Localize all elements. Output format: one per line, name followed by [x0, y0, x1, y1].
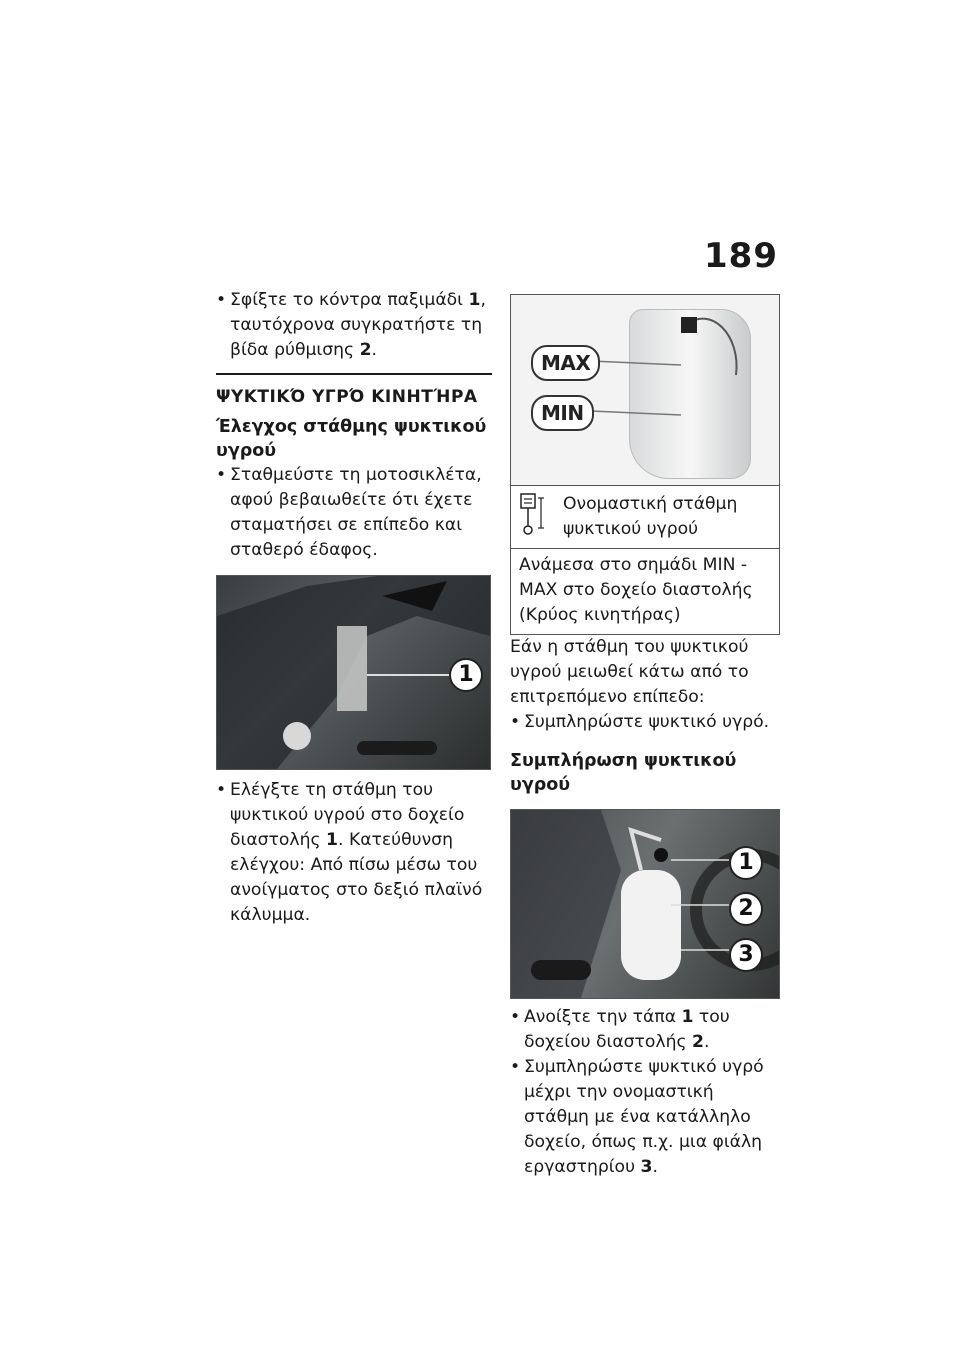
ref-1: 1 — [681, 1007, 694, 1027]
condition-paragraph: Εάν η στάθμη του ψυκτικού υγρού μειωθεί κάτω από το επιτρεπόμενο επίπεδο: — [510, 637, 749, 707]
text: . — [652, 1157, 658, 1177]
text: Ελέγξτε τη στάθμη του ψυκτικού υγρού στο δοχείο διαστολής — [230, 780, 465, 850]
callout-3: 3 — [729, 938, 763, 972]
text: Σφίξτε το κόντρα παξιμάδι — [230, 290, 469, 310]
max-marker-label: MAX — [531, 345, 600, 381]
callout-1: 1 — [729, 846, 763, 880]
section-title: ΨΥΚΤΙΚΌ ΥΓΡΌ ΚΙΝΗΤΉΡΑ — [216, 373, 492, 407]
instruction-check-level — [216, 778, 492, 928]
ref-1: 1 — [326, 830, 339, 850]
nominal-level-table — [510, 486, 780, 635]
tank-hose-illustration — [511, 295, 779, 485]
min-marker-label: MIN — [531, 395, 594, 431]
table-value: Ανάμεσα στο σημάδι MIN - MAX στο δοχείο διαστολής (Κρύος κινητήρας) — [519, 555, 753, 625]
text: Ανοίξτε την τάπα — [524, 1007, 682, 1027]
callout-1: 1 — [449, 658, 483, 692]
text: . — [704, 1032, 710, 1052]
ref-2: 2 — [692, 1032, 704, 1052]
figure-expansion-tank-min-max — [510, 294, 780, 486]
level-gauge-icon — [519, 492, 549, 536]
subsection-title-check-coolant: Έλεγχος στάθμης ψυκτικού υγρού — [216, 417, 487, 461]
ref-3: 3 — [640, 1157, 653, 1177]
ref-1: 1 — [468, 290, 481, 310]
text: , ταυτόχρονα συγκρατήστε τη βίδα ρύθμισης — [230, 290, 486, 360]
instruction-tighten-locknut — [216, 288, 492, 363]
subsection-title-fill-coolant: Συμπλήρωση ψυκτικού υγρού — [510, 751, 737, 795]
table-header-text: Ονομαστική στάθμη ψυκτικού υγρού — [563, 494, 738, 539]
right-column — [510, 288, 782, 1180]
figure-expansion-tank-location — [216, 575, 491, 770]
callout-leader — [367, 674, 459, 676]
instruction-top-up: • Συμπληρώστε ψυκτικό υγρό. — [510, 710, 782, 735]
text: Συμπληρώστε ψυκτικό υγρό μέχρι την ονομαστική στάθμη με ένα κατάλληλο δοχείο, όπως π.χ. μια φιάλη εργαστηρίου — [524, 1057, 764, 1177]
figure-filling-coolant — [510, 809, 780, 999]
ref-2: 2 — [359, 340, 372, 360]
table-header — [511, 486, 779, 549]
left-column — [216, 288, 492, 928]
text: . — [371, 340, 377, 360]
instruction-open-cap — [510, 1005, 782, 1055]
instruction-fill-to-level — [510, 1055, 782, 1180]
instruction-park-motorcycle: • Σταθμεύστε τη μοτοσικλέτα, αφού βεβαιωθείτε ότι έχετε σταματήσει σε επίπεδο και σταθερό έδαφος. — [216, 463, 492, 563]
callout-2: 2 — [729, 892, 763, 926]
text: του δοχείου διαστολής — [524, 1007, 730, 1052]
text: . Κατεύθυνση ελέγχου: Από πίσω μέσω του ανοίγματος στο δεξιό πλαϊνό κάλυμμα. — [230, 830, 483, 925]
page-number: 189 — [704, 236, 778, 276]
